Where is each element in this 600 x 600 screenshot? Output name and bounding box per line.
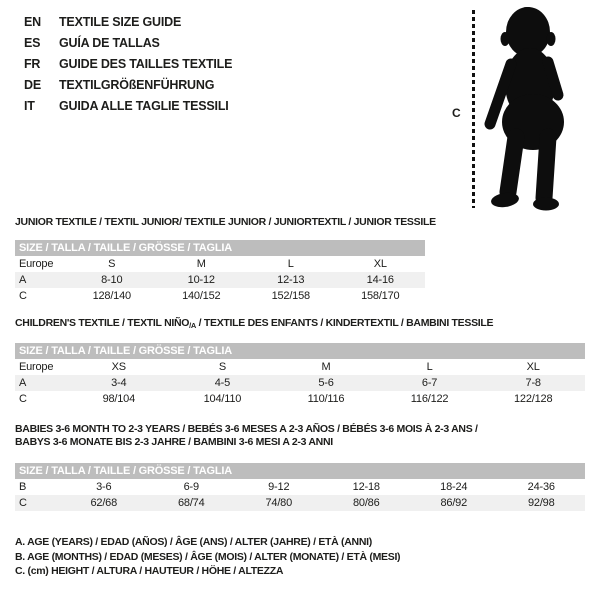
- table-row: [15, 288, 425, 304]
- value-cell: 74/80: [235, 495, 323, 511]
- value-cell: XL: [526, 361, 540, 373]
- children-table-body: [15, 359, 585, 407]
- size-header-bar: SIZE / TALLA / TAILLE / GRÖSSE / TAGLIA: [15, 463, 585, 479]
- value-cell: 3-6: [96, 481, 112, 493]
- value-cell: 12-13: [246, 272, 336, 288]
- value-cell: 104/110: [203, 393, 242, 405]
- value-cell: 3-4: [67, 375, 171, 391]
- lang-code: IT: [24, 99, 35, 113]
- lang-row-en: [24, 12, 232, 33]
- table-row: [15, 256, 425, 272]
- value-cell: S: [108, 258, 116, 270]
- table-row: [15, 479, 585, 495]
- lang-code: DE: [24, 78, 41, 92]
- lang-row-de: [24, 75, 232, 96]
- value-cell: M: [196, 258, 206, 270]
- value-cell: L: [426, 361, 433, 373]
- lang-code: FR: [24, 57, 41, 71]
- babies-table-title: [15, 423, 478, 449]
- value-cell: 128/140: [92, 290, 131, 302]
- children-title-pre: CHILDREN'S TEXTILE / TEXTIL NIÑO: [15, 317, 190, 329]
- height-measure-label: C: [452, 106, 461, 120]
- junior-table: [15, 240, 425, 304]
- value-cell: 86/92: [410, 495, 498, 511]
- legend-line-b: B. AGE (MONTHS) / EDAD (MESES) / ÂGE (MOIS) / ALTER (MONATE) / ETÀ (MESI): [15, 550, 401, 563]
- value-cell: 14-16: [336, 272, 426, 288]
- lang-title: GUIDA ALLE TAGLIE TESSILI: [59, 99, 229, 113]
- value-cell: 12-18: [352, 481, 380, 493]
- junior-table-body: [15, 256, 425, 304]
- lang-title: GUÍA DE TALLAS: [59, 36, 160, 50]
- children-title-post: / TEXTILE DES ENFANTS / KINDERTEXTIL / BAMBINI TESSILE: [196, 317, 494, 329]
- baby-silhouette-icon: [480, 2, 580, 212]
- lang-row-es: [24, 33, 232, 54]
- row-label-cell: A: [15, 375, 67, 391]
- value-cell: 98/104: [102, 393, 136, 405]
- lang-row-it: [24, 96, 232, 117]
- row-label-cell: C: [19, 393, 27, 405]
- value-cell: 7-8: [481, 375, 585, 391]
- value-cell: XS: [111, 361, 126, 373]
- row-label-cell: C: [19, 290, 27, 302]
- value-cell: 6-9: [183, 481, 199, 493]
- language-title-list: [24, 12, 232, 117]
- babies-table: [15, 463, 585, 511]
- value-cell: 140/152: [182, 290, 221, 302]
- children-table: [15, 343, 585, 407]
- value-cell: M: [321, 361, 331, 373]
- lang-row-fr: [24, 54, 232, 75]
- junior-table-title: JUNIOR TEXTILE / TEXTIL JUNIOR/ TEXTILE JUNIOR / JUNIORTEXTIL / JUNIOR TESSILE: [15, 216, 436, 228]
- size-header-bar: SIZE / TALLA / TAILLE / GRÖSSE / TAGLIA: [15, 343, 585, 359]
- value-cell: XL: [373, 258, 387, 270]
- table-row: [15, 391, 585, 407]
- lang-title: TEXTILE SIZE GUIDE: [59, 15, 182, 29]
- table-row: [15, 375, 585, 391]
- lang-title: TEXTILGRÖßENFÜHRUNG: [59, 78, 215, 92]
- value-cell: 116/122: [410, 393, 449, 405]
- lang-code: EN: [24, 15, 41, 29]
- value-cell: 4-5: [171, 375, 275, 391]
- table-row: [15, 272, 425, 288]
- lang-title: GUIDE DES TAILLES TEXTILE: [59, 57, 233, 71]
- babies-title-line2: BABYS 3-6 MONATE BIS 2-3 JAHRE / BAMBINI 3-6 MESI A 2-3 ANNI: [15, 436, 333, 448]
- legend: [15, 535, 400, 579]
- value-cell: 158/170: [361, 290, 400, 302]
- value-cell: 24-36: [527, 481, 555, 493]
- table-row: [15, 495, 585, 511]
- row-label-cell: Europe: [19, 361, 54, 373]
- children-title-sub: /A: [189, 321, 197, 330]
- babies-table-body: [15, 479, 585, 511]
- value-cell: 68/74: [148, 495, 236, 511]
- value-cell: 62/68: [60, 495, 148, 511]
- lang-code: ES: [24, 36, 41, 50]
- size-header-bar: SIZE / TALLA / TAILLE / GRÖSSE / TAGLIA: [15, 240, 425, 256]
- legend-line-c: C. (cm) HEIGHT / ALTURA / HAUTEUR / HÖHE / ALTEZZA: [15, 565, 284, 577]
- value-cell: 92/98: [498, 495, 586, 511]
- value-cell: S: [218, 361, 226, 373]
- legend-line-a: A. AGE (YEARS) / EDAD (AÑOS) / ÂGE (ANS) / ALTER (JAHRE) / ETÀ (ANNI): [15, 536, 372, 548]
- row-label-cell: B: [19, 481, 27, 493]
- babies-title-line1: BABIES 3-6 MONTH TO 2-3 YEARS / BEBÉS 3-6 MESES A 2-3 AÑOS / BÉBÉS 3-6 MOIS À 2-3 ANS /: [15, 423, 478, 435]
- row-label-cell: C: [15, 495, 60, 511]
- value-cell: 6-7: [378, 375, 482, 391]
- value-cell: 80/86: [323, 495, 411, 511]
- table-row: [15, 359, 585, 375]
- value-cell: 122/128: [514, 393, 553, 405]
- value-cell: 10-12: [157, 272, 247, 288]
- value-cell: 152/158: [271, 290, 310, 302]
- value-cell: 110/116: [307, 393, 345, 405]
- row-label-cell: Europe: [19, 258, 54, 270]
- value-cell: 5-6: [274, 375, 378, 391]
- value-cell: L: [287, 258, 294, 270]
- children-table-title: [15, 317, 493, 332]
- value-cell: 8-10: [67, 272, 157, 288]
- height-measure-line: [472, 10, 475, 208]
- value-cell: 9-12: [268, 481, 290, 493]
- row-label-cell: A: [15, 272, 67, 288]
- value-cell: 18-24: [440, 481, 468, 493]
